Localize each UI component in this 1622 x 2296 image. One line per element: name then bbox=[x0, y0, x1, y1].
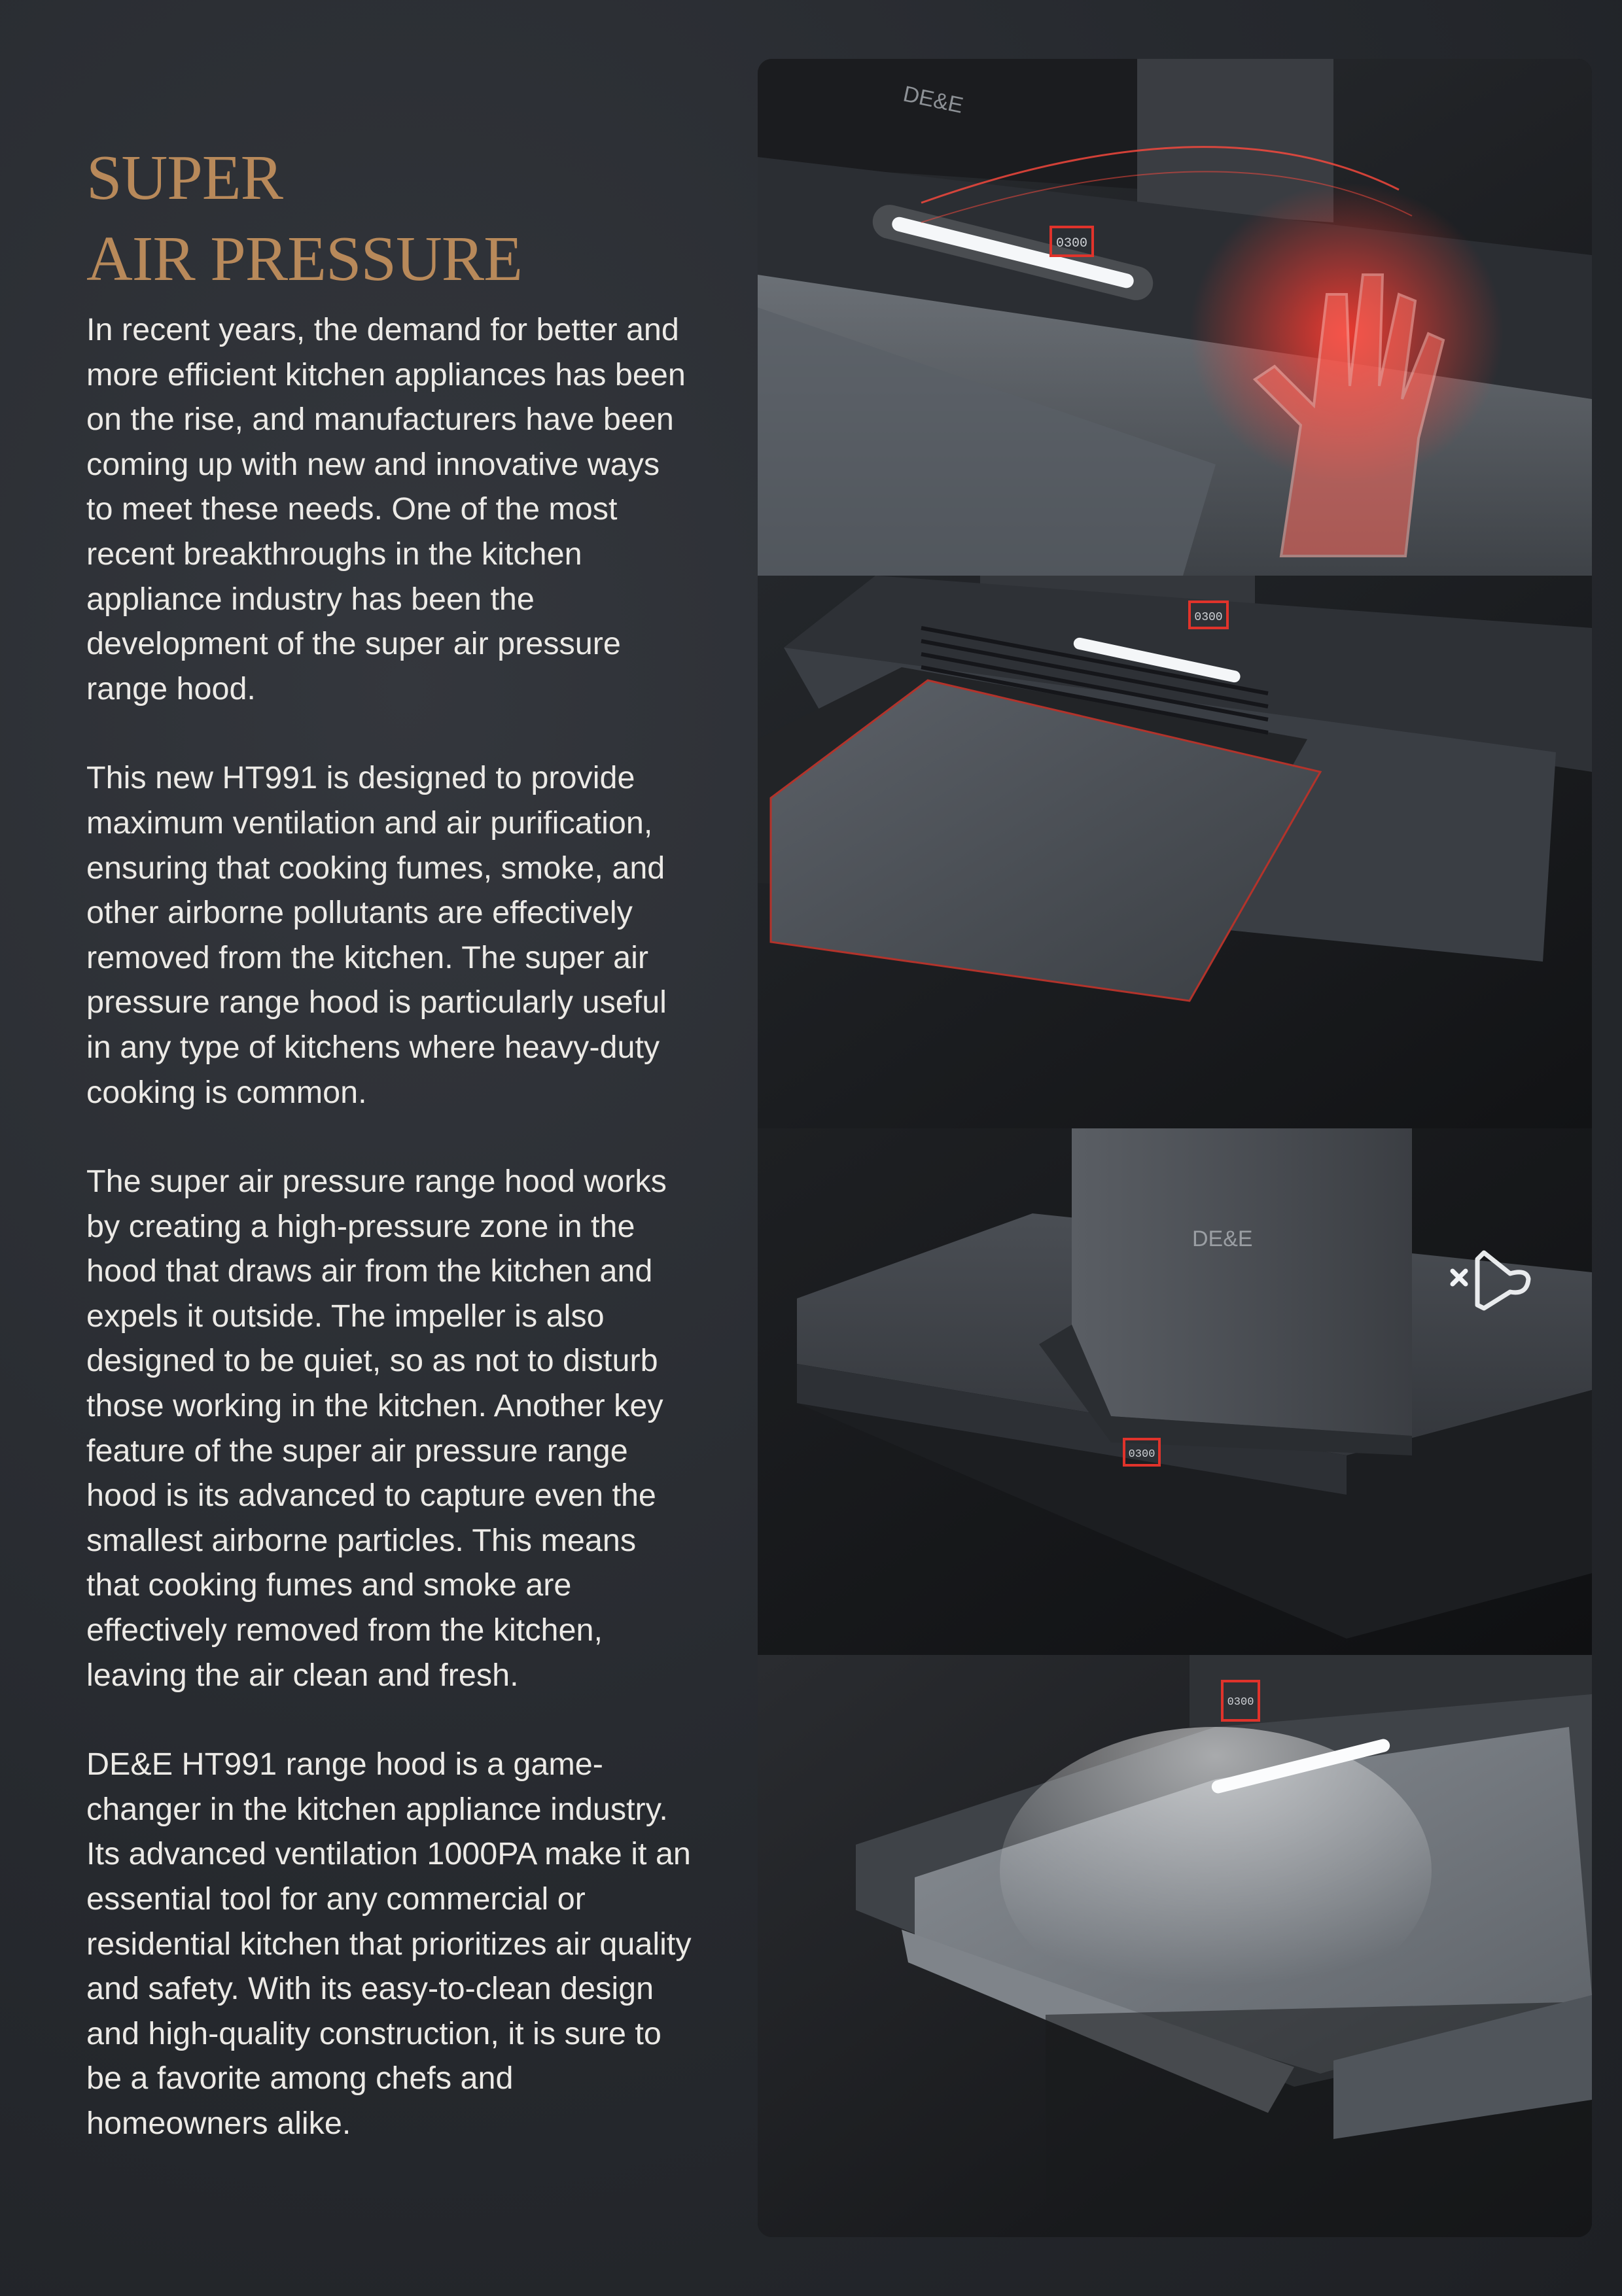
title-line-2: AIR PRESSURE bbox=[86, 224, 523, 294]
paragraph-intro: In recent years, the demand for better and more efficient kitchen appliances has been on the rise, and manufacturers have been coming up with new and innovative ways to meet these needs. One of the most recent breakthroughs in the kitchen appliance industry has been the development of the super air pressure range hood. bbox=[86, 312, 686, 706]
panel3-display-readout: 0300 bbox=[1128, 1448, 1155, 1461]
image-quiet-operation bbox=[758, 1128, 1592, 1655]
image-gesture-control bbox=[758, 59, 1592, 576]
panel4-display-readout: 0300 bbox=[1227, 1696, 1254, 1709]
panel3-brand-mark: DE&E bbox=[1192, 1226, 1253, 1251]
title-line-1: SUPER bbox=[86, 143, 283, 213]
product-image-strip bbox=[758, 59, 1592, 2237]
panel2-display-readout: 0300 bbox=[1194, 611, 1223, 624]
page-title bbox=[86, 137, 695, 300]
panel1-brand-mark: DE&E bbox=[900, 81, 966, 118]
text-column bbox=[86, 137, 695, 2191]
image-open-panel bbox=[758, 576, 1592, 1128]
paragraph-how-it-works: The super air pressure range hood works by creating a high-pressure zone in the hood that draws air from the kitchen and expels it outside. The impeller is also designed to be quiet, so as not to disturb those working in the kitchen. Another key feature of the super air pressure range hood is its advanced to capture even the smallest airborne particles. This means that cooking fumes and smoke are effectively removed from the kitchen, leaving the air clean and fresh. bbox=[86, 1164, 667, 1693]
paragraph-ht991: This new HT991 is designed to provide maximum ventilation and air purification, ensuring that cooking fumes, smoke, and other airborne pollutants are effectively removed from the kitchen. The super air pressure range hood is particularly useful in any type of kitchens where heavy-duty cooking is common. bbox=[86, 760, 667, 1110]
image-lighting bbox=[758, 1655, 1592, 2237]
panel1-display-readout: 0300 bbox=[1055, 236, 1088, 251]
paragraph-conclusion: DE&E HT991 range hood is a game-changer in the kitchen appliance industry. Its advanced ventilation 1000PA make it an essential tool for any commercial or residential kitchen that prioritizes air quality and safety. With its easy-to-clean design and high-quality construction, it is sure to be a favorite among chefs and homeowners alike. bbox=[86, 1747, 692, 2141]
